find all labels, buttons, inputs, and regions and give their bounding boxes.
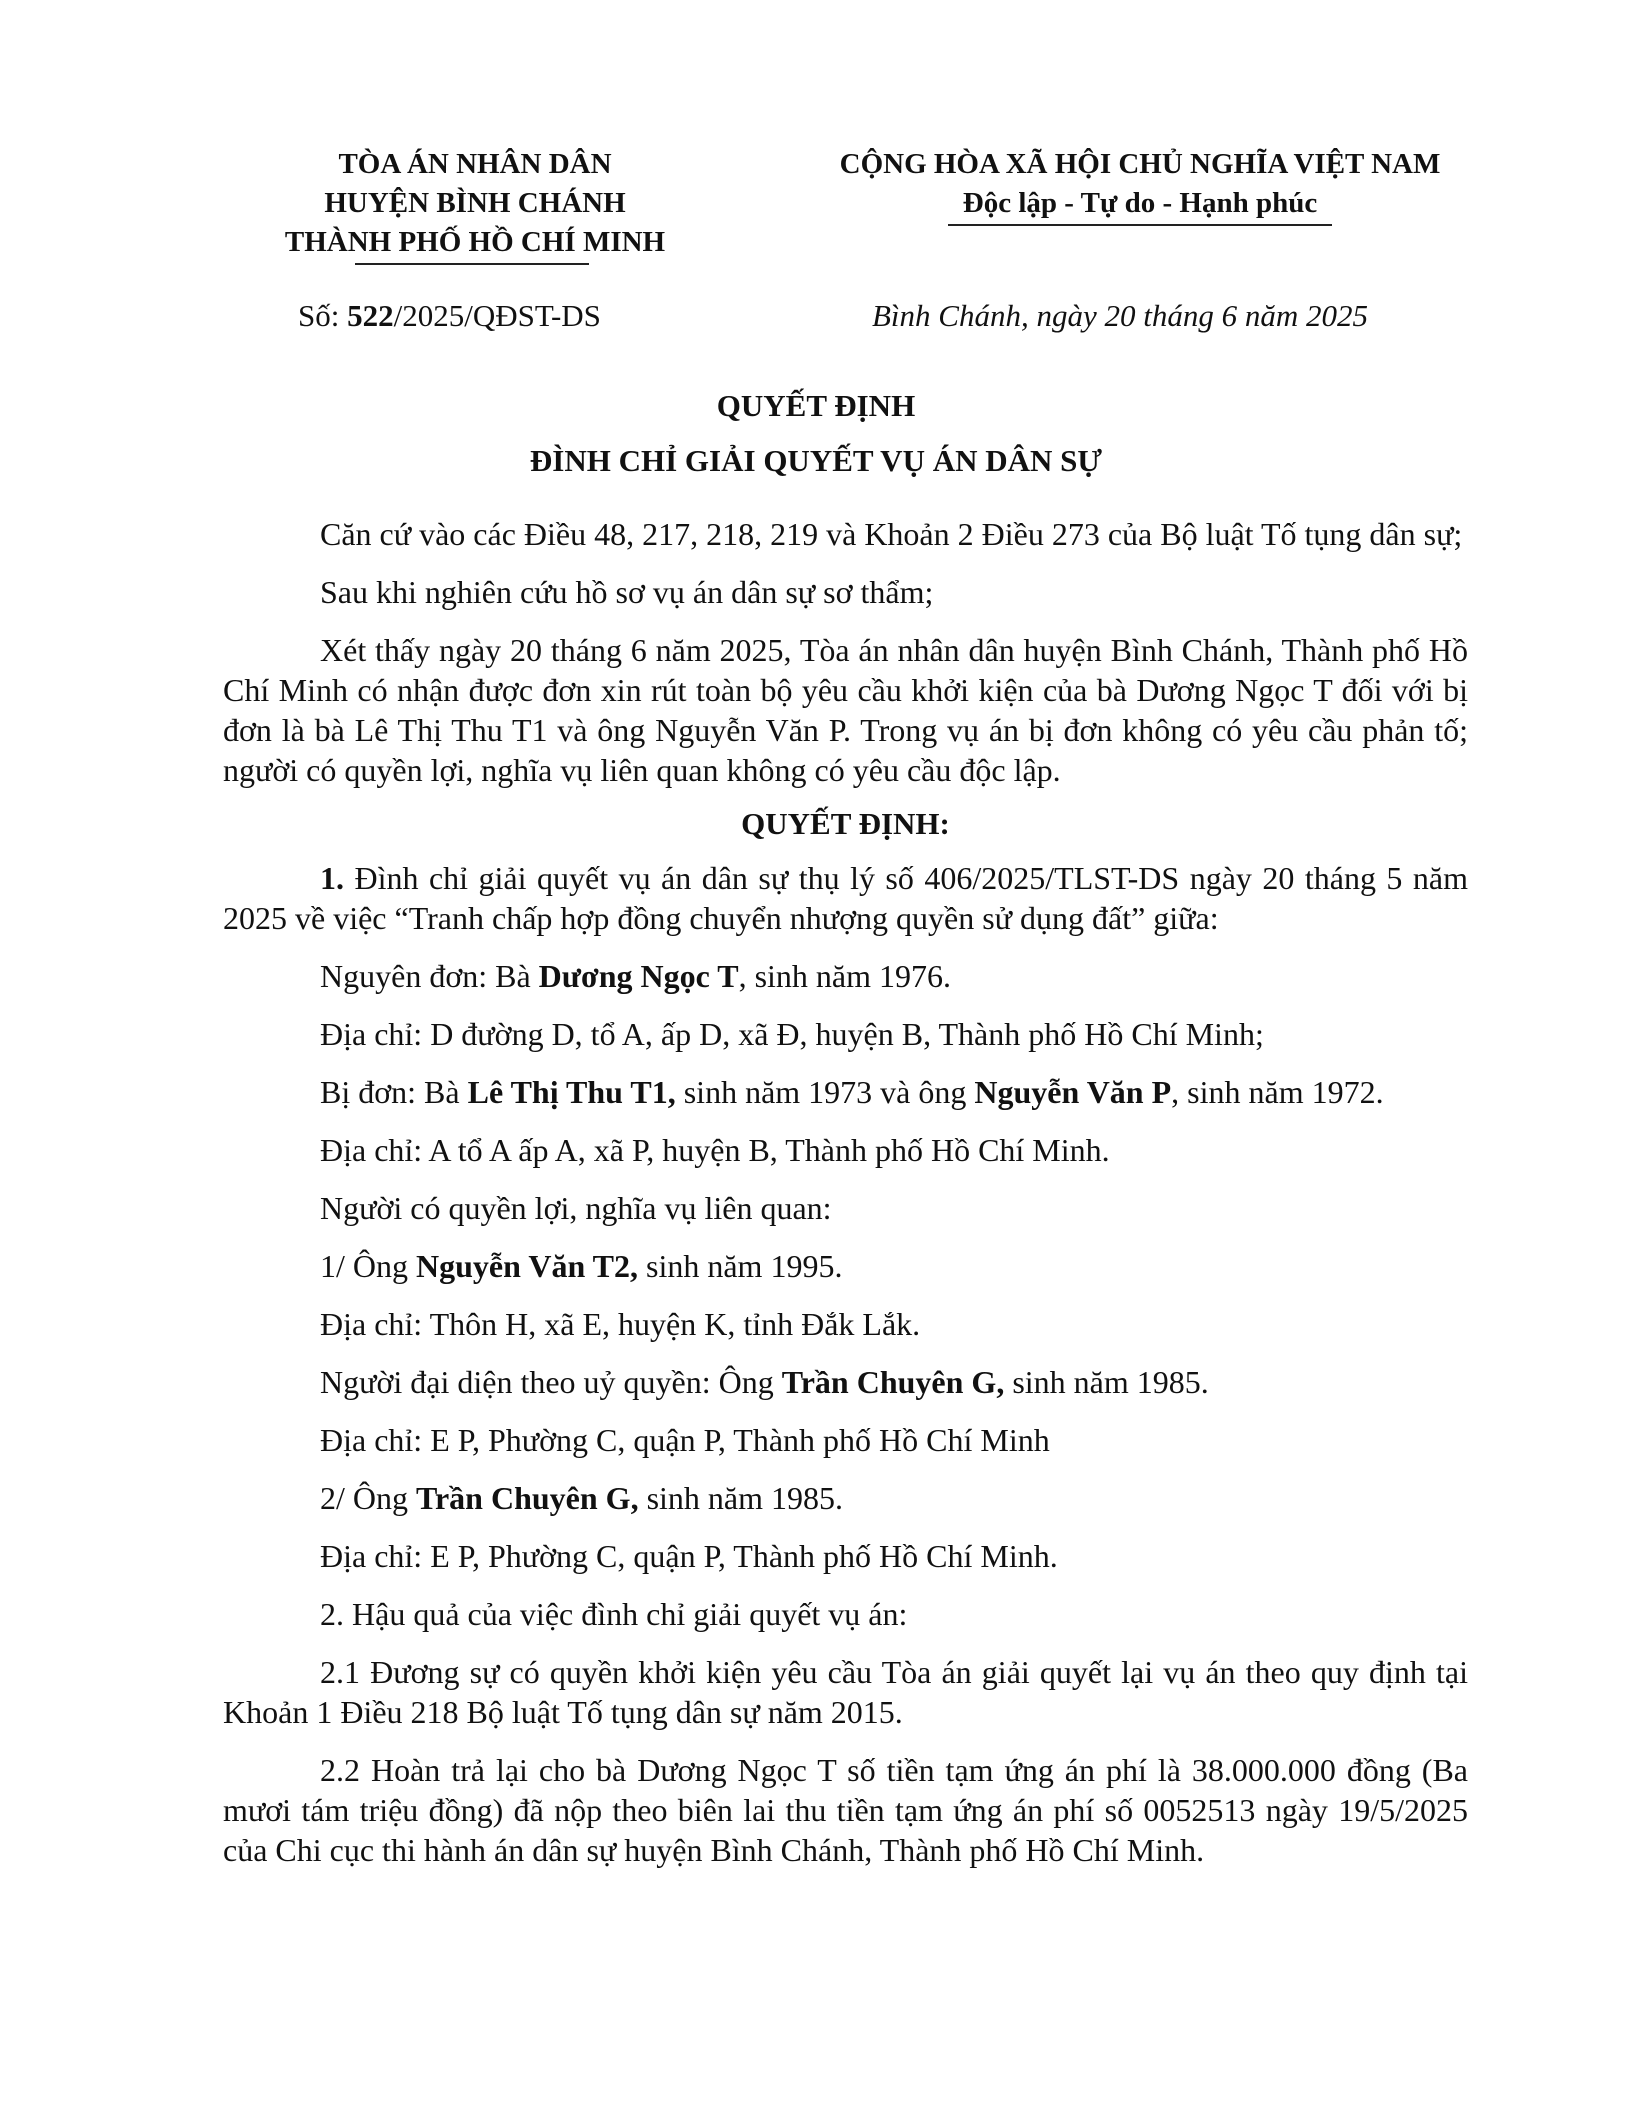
- decision-heading: QUYẾT ĐỊNH:: [741, 806, 950, 841]
- court-name-line: TÒA ÁN NHÂN DÂN: [338, 148, 612, 180]
- document-body: [223, 514, 1468, 1870]
- defendant-address: Địa chỉ: A tổ A ấp A, xã P, huyện B, Thành phố Hồ Chí Minh.: [320, 1132, 1110, 1168]
- related-parties-heading: Người có quyền lợi, nghĩa vụ liên quan:: [320, 1190, 832, 1226]
- nation-header: [790, 145, 1490, 223]
- legal-basis-paragraph: Căn cứ vào các Điều 48, 217, 218, 219 và Khoản 2 Điều 273 của Bộ luật Tố tụng dân sự;: [320, 516, 1463, 552]
- plaintiff-address: Địa chỉ: D đường D, tổ A, ấp D, xã Đ, huyện B, Thành phố Hồ Chí Minh;: [320, 1016, 1264, 1052]
- related-party-1-address: Địa chỉ: Thôn H, xã E, huyện K, tỉnh Đắk Lắk.: [320, 1306, 921, 1342]
- representative-address: Địa chỉ: E P, Phường C, quận P, Thành phố Hồ Chí Minh: [320, 1422, 1050, 1458]
- decision-item-2: 2. Hậu quả của việc đình chỉ giải quyết vụ án:: [320, 1596, 908, 1632]
- plaintiff-line: Nguyên đơn: Bà Dương Ngọc T, sinh năm 1976.: [320, 958, 952, 994]
- document-title: QUYẾT ĐỊNH: [716, 388, 916, 423]
- review-paragraph: Sau khi nghiên cứu hồ sơ vụ án dân sự sơ thẩm;: [320, 574, 934, 610]
- court-header: [230, 145, 720, 262]
- court-city-line: THÀNH PHỐ HỒ CHÍ MINH: [284, 226, 666, 258]
- related-party-2-address: Địa chỉ: E P, Phường C, quận P, Thành phố Hồ Chí Minh.: [320, 1538, 1058, 1574]
- nation-motto-line: Độc lập - Tự do - Hạnh phúc: [962, 187, 1318, 219]
- nation-name-line: CỘNG HÒA XÃ HỘI CHỦ NGHĨA VIỆT NAM: [839, 148, 1441, 180]
- decision-item-2-2: 2.2 Hoàn trả lại cho bà Dương Ngọc T số tiền tạm ứng án phí là 38.000.000 đồng (Ba mươi tám triệu đồng) đã nộp theo biên lai thu tiền tạm ứng án phí số 0052513 ngày 19/5/2025 của Chi cục thi hành án dân sự huyện Bình Chánh, Thành phố Hồ Chí Minh.: [223, 1752, 1468, 1868]
- place-date: Bình Chánh, ngày 20 tháng 6 năm 2025: [872, 298, 1368, 333]
- decision-item-1: 1. Đình chỉ giải quyết vụ án dân sự thụ lý số 406/2025/TLST-DS ngày 20 tháng 5 năm 2025 về việc “Tranh chấp hợp đồng chuyển nhượng quyền sử dụng đất” giữa:: [223, 860, 1468, 936]
- motto-underline: [948, 224, 1332, 226]
- court-header-underline: [355, 263, 589, 265]
- defendant-line: Bị đơn: Bà Lê Thị Thu T1, sinh năm 1973 và ông Nguyễn Văn P, sinh năm 1972.: [320, 1074, 1384, 1110]
- finding-paragraph: Xét thấy ngày 20 tháng 6 năm 2025, Tòa án nhân dân huyện Bình Chánh, Thành phố Hồ Chí Minh có nhận được đơn xin rút toàn bộ yêu cầu khởi kiện của bà Dương Ngọc T đối với bị đơn là bà Lê Thị Thu T1 và ông Nguyễn Văn P. Trong vụ án bị đơn không có yêu cầu phản tố; người có quyền lợi, nghĩa vụ liên quan không có yêu cầu độc lập.: [223, 632, 1468, 788]
- court-district-line: HUYỆN BÌNH CHÁNH: [324, 187, 626, 219]
- document-subtitle: ĐÌNH CHỈ GIẢI QUYẾT VỤ ÁN DÂN SỰ: [529, 443, 1103, 478]
- related-party-1: 1/ Ông Nguyễn Văn T2, sinh năm 1995.: [320, 1248, 843, 1284]
- decision-item-2-1: 2.1 Đương sự có quyền khởi kiện yêu cầu Tòa án giải quyết lại vụ án theo quy định tại Khoản 1 Điều 218 Bộ luật Tố tụng dân sự năm 2015.: [223, 1654, 1468, 1730]
- related-party-1-representative: Người đại diện theo uỷ quyền: Ông Trần Chuyên G, sinh năm 1985.: [320, 1364, 1209, 1400]
- document-number-value: 522: [347, 298, 394, 333]
- document-number: Số: 522/2025/QĐST-DS: [298, 298, 601, 333]
- related-party-2: 2/ Ông Trần Chuyên G, sinh năm 1985.: [320, 1480, 843, 1516]
